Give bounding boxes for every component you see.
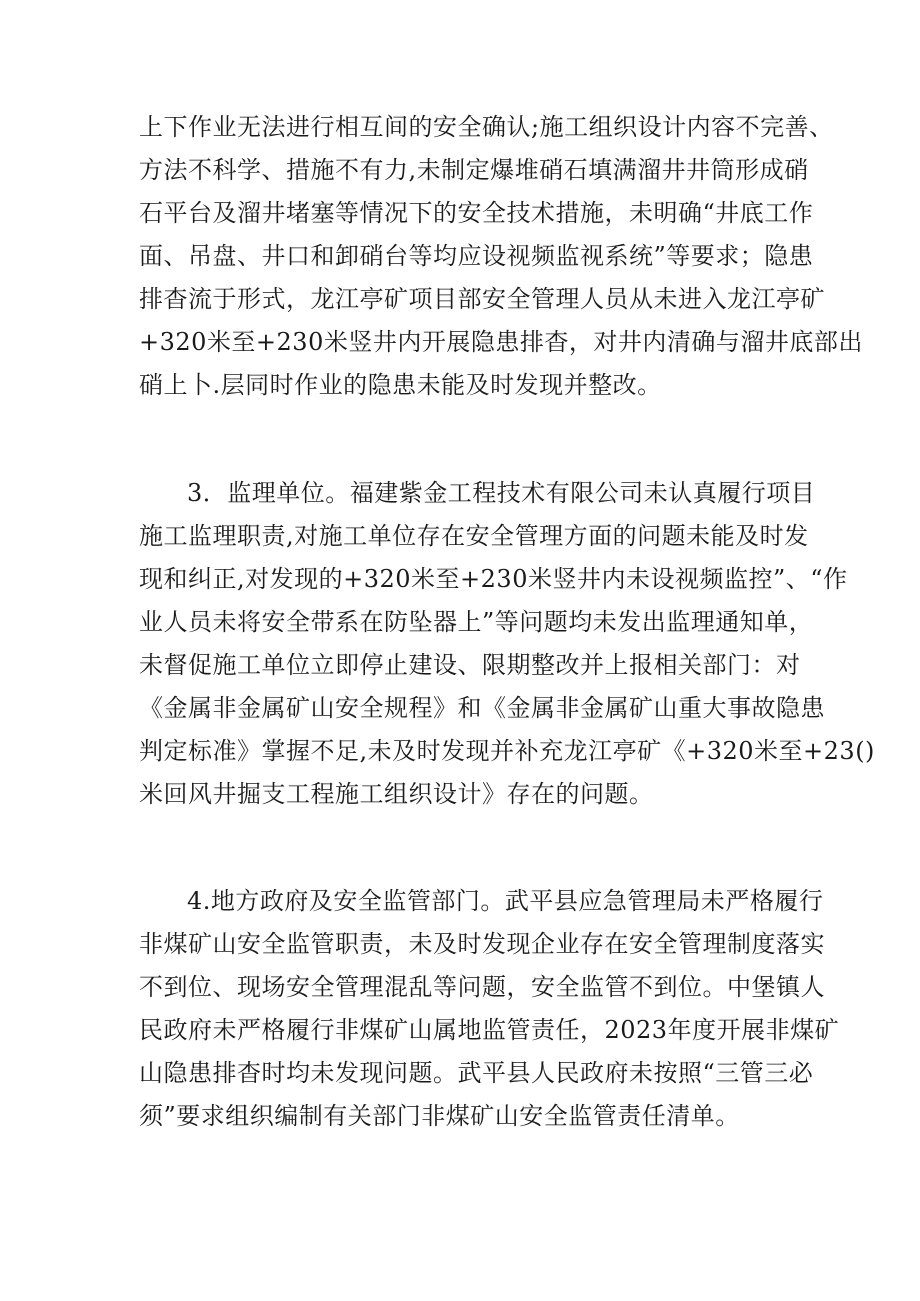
text-line: 4.地方政府及安全监管部门。武平县应急管理局未严格履行: [187, 887, 824, 915]
text-line: 上下作业无法进行相互间的安全确认;施工组织设计内容不完善、: [139, 113, 834, 141]
text-line: +320米至+230米竖井内开展隐患排杳，对井内清确与溜井底部出: [139, 328, 863, 356]
text-line: 业人员未将安全带系在防坠器上”等问题均未发出监理通知单，: [139, 608, 814, 636]
paragraph-construction-unit-continued: [139, 106, 863, 407]
text-line: 面、吊盘、井口和卸硝台等均应设视频监视系统”等要求；隐患: [139, 242, 814, 270]
text-line: 排杳流于形式，龙江亭矿项目部安全管理人员从未进入龙江亭矿: [139, 285, 825, 313]
text-line: 硝上卜.层同时作业的隐患未能及时发现并整改。: [139, 371, 662, 399]
text-line: 须”要求组织编制有关部门非煤矿山安全监管责任清单。: [139, 1102, 740, 1130]
text-line: 不到位、现场安全管理混乱等问题，安全监管不到位。中堡镇人: [139, 973, 825, 1001]
text-line: 民政府未严格履行非煤矿山属地监管责任，2023年度开展非煤矿: [139, 1016, 840, 1044]
text-line: 《金属非金属矿山安全规程》和《金属非金属矿山重大事故隐患: [139, 694, 825, 722]
text-line: 非煤矿山安全监管职责，未及时发现企业存在安全管理制度落实: [139, 930, 825, 958]
paragraph-local-government: [139, 880, 840, 1138]
text-line: 3．监理单位。福建紫金工程技术有限公司未认真履行项目: [187, 479, 816, 507]
text-line: 未督促施工单位立即停止建设、限期整改并上报相关部门：对: [139, 651, 801, 679]
text-line: 山隐患排杳时均未发现问题。武平县人民政府未按照“三管三必: [139, 1059, 814, 1087]
paragraph-supervision-unit: [139, 472, 875, 816]
text-line: 方法不科学、措施不有力,未制定爆堆硝石填满溜井井筒形成硝: [139, 156, 809, 184]
text-line: 施工监理职责,对施工单位存在安全管理方面的问题未能及时发: [139, 522, 809, 550]
text-line: 现和纠正,对发现的+320米至+230米竖井内未设视频监控”、“作: [139, 565, 848, 593]
text-line: 石平台及溜井堵塞等情况下的安全技术措施，未明确“井底工作: [139, 199, 814, 227]
text-line: 米回风井掘支工程施工组织设计》存在的问题。: [139, 780, 654, 808]
text-line: 判定标准》掌握不足,未及时发现并补充龙江亭矿《+320米至+23(): [139, 737, 875, 765]
